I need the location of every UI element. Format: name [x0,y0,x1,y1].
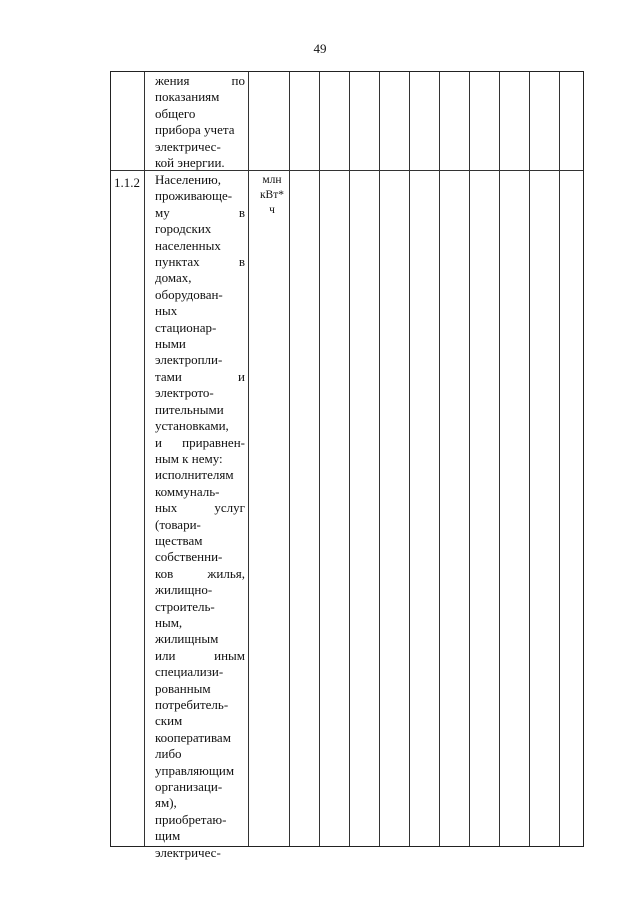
text-word: электрото- [155,385,214,401]
column-divider [319,72,320,846]
text-line [155,254,245,270]
text-word: оборудован- [155,286,223,302]
text-word: ским [155,713,183,729]
text-word: в [238,254,245,270]
text-line [155,221,245,237]
text-word: коммуналь- [155,483,220,499]
text-word: иным [214,647,245,663]
text-word: ям), [155,795,177,811]
text-word: ным к нему: [155,450,223,466]
text-word: щим [155,828,181,844]
text-line [155,697,245,713]
text-line [155,122,245,138]
text-word: общего [155,105,196,121]
text-word: домах, [155,270,192,286]
text-line [155,484,245,500]
unit-line: млн [262,174,282,186]
text-word: показаниям [155,89,220,105]
unit-line: ч [269,204,275,216]
text-line [155,402,245,418]
text-line [155,615,245,631]
text-word: электропли- [155,352,223,368]
data-table [110,71,584,860]
text-line [155,385,245,401]
text-line [155,418,245,434]
text-word: в [238,204,245,220]
text-word: жилья, [207,565,245,581]
text-line [155,238,245,254]
text-line [155,517,245,533]
text-line [155,155,245,171]
text-word: Населению, [155,172,221,187]
text-word: приобретаю- [155,811,227,827]
text-line [155,500,245,516]
text-word: тами [155,368,182,384]
text-line [155,713,245,729]
text-word: кой энергии. [155,155,225,171]
column-divider [439,72,440,846]
text-word: кооперативам [155,729,231,745]
text-line [155,812,245,828]
text-word: и [238,368,245,384]
text-word: городских [155,221,212,237]
text-word: собственни- [155,549,223,565]
text-word: организаци- [155,779,223,795]
text-word: стационар- [155,319,217,335]
text-word: специализи- [155,664,224,680]
text-word: жения [155,73,190,88]
text-word: пунктах [155,254,200,270]
text-line [155,352,245,368]
text-word: прибора учета [155,122,235,138]
text-word: ществам [155,532,203,548]
text-line [155,188,245,204]
text-word: управляющим [155,762,235,778]
text-line [155,599,245,615]
column-divider [349,72,350,846]
text-word: или [155,647,176,663]
text-word: пительными [155,401,224,417]
text-word: (товари- [155,516,201,532]
text-line [155,533,245,549]
page-number: 49 [313,41,327,56]
text-word: ным, [155,614,183,630]
text-word: потребитель- [155,697,229,712]
text-line [155,89,245,105]
unit-cell [252,173,292,218]
text-line [155,435,245,451]
text-word: ков [155,565,174,581]
top-fragment-text [155,73,245,171]
text-line [155,139,245,155]
text-line [155,582,245,598]
text-word: по [231,73,245,88]
text-word: электричес- [155,138,221,154]
column-divider [529,72,530,846]
text-word: населенных [155,237,221,253]
text-line [155,270,245,286]
text-line [155,648,245,664]
column-divider [499,72,500,846]
text-word: рованным [155,680,211,696]
unit-line: кВт* [259,189,285,201]
text-word: ных [155,500,178,516]
text-line [155,106,245,122]
text-line [155,566,245,582]
column-divider [379,72,380,846]
column-divider [469,72,470,846]
column-divider [289,72,290,846]
text-line [155,828,245,844]
text-line [155,451,245,467]
text-line [155,779,245,795]
text-line [155,287,245,303]
column-divider [144,72,145,846]
text-line [155,845,245,861]
text-line [155,664,245,680]
text-word: исполнителям [155,467,234,483]
text-line [155,172,245,188]
text-line [155,681,245,697]
text-line [155,467,245,483]
text-word: ных [155,303,178,319]
text-line [155,73,245,89]
text-word: электричес- [155,844,221,860]
row-number: 1.1.2 [114,175,140,190]
column-divider [409,72,410,846]
text-line [155,320,245,336]
text-line [155,730,245,746]
text-word: жилищным [155,631,219,647]
text-line [155,549,245,565]
text-word: услуг [214,500,245,516]
text-line [155,336,245,352]
text-word: проживающе- [155,188,233,204]
text-word: приравнен- [182,434,245,450]
text-line [155,763,245,779]
text-word: му [155,204,170,220]
text-word: либо [155,746,182,762]
text-line [155,631,245,647]
row-description [155,172,245,861]
text-word: и [155,434,162,450]
text-line [155,746,245,762]
column-divider [559,72,560,846]
text-line [155,303,245,319]
text-word: строитель- [155,598,215,614]
text-line [155,369,245,385]
text-word: ными [155,336,186,352]
text-word: жилищно- [155,582,213,598]
text-line [155,205,245,221]
text-word: установками, [155,418,229,434]
text-line [155,795,245,811]
column-divider [248,72,249,846]
